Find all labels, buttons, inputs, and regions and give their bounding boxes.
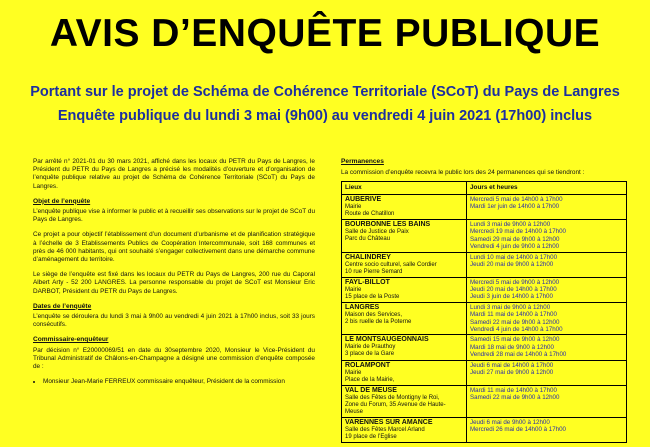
table-row — [342, 417, 627, 442]
schedule-slot: Mardi 11 mai de 14h00 à 17h00 — [470, 386, 557, 394]
place-address-line: Salle des Fêtes de Montigny le Roi, — [345, 394, 440, 401]
place-cell — [342, 360, 467, 385]
place-cell — [342, 195, 467, 220]
place-name: ROLAMPONT — [345, 361, 391, 369]
permanences-intro: La commission d’enquête recevra le public lors des 24 permanences qui se tiendront : — [341, 169, 585, 176]
schedule-slot: Mercredi 19 mai de 14h00 à 17h00 — [470, 228, 566, 236]
commissaire-paragraph: Par décision n° E20000069/51 en date du 30septembre 2020, Monsieur le Vice-Président du Tribunal Administratif de Châlons-en-Champagne a désigné une commission d’enquête composée de : — [33, 346, 315, 371]
right-column — [341, 158, 627, 443]
schedule-slot: Jeudi 6 mai de 14h00 à 17h00 — [470, 361, 554, 369]
column-header-jours: Jours et heures — [467, 182, 627, 195]
table-row — [342, 195, 627, 220]
place-address-line: Parc du Château — [345, 236, 391, 242]
place-cell — [342, 220, 467, 253]
place-address-line: Salle de Justice de Paix — [345, 229, 409, 235]
place-cell — [342, 335, 467, 360]
schedule-slot: Vendredi 4 juin de 14h00 à 17h00 — [470, 326, 563, 334]
place-address-line: Route de Chatillon — [345, 211, 395, 217]
schedule-cell — [467, 252, 627, 277]
permanences-table-body — [342, 195, 627, 443]
place-cell — [342, 417, 467, 442]
schedule-slot: Lundi 3 mai de 9h00 à 12h00 — [470, 303, 551, 311]
schedule-slot: Mardi 18 mai de 9h00 à 12h00 — [470, 343, 554, 351]
notice-subtitle-project: Portant sur le projet de Schéma de Cohérence Territoriale (SCoT) du Pays de Langres — [30, 84, 620, 100]
schedule-cell — [467, 417, 627, 442]
schedule-cell — [467, 335, 627, 360]
place-name: VAL DE MEUSE — [345, 386, 397, 394]
schedule-slot: Mercredi 5 mai de 14h00 à 17h00 — [470, 196, 563, 203]
schedule-cell — [467, 220, 627, 253]
notice-title: AVIS D’ENQUÊTE PUBLIQUE — [49, 12, 601, 55]
schedule-slot: Vendredi 4 juin de 9h00 à 12h00 — [470, 243, 560, 251]
objet-heading: Objet de l’enquête — [33, 197, 91, 205]
schedule-cell — [467, 385, 627, 417]
table-row — [342, 360, 627, 385]
schedule-slot: Mardi 1er juin de 14h00 à 17h00 — [470, 203, 560, 211]
place-name: LANGRES — [345, 303, 380, 311]
permanences-heading: Permanences — [341, 158, 384, 165]
schedule-slot: Mercredi 26 mai de 14h00 à 17h00 — [470, 426, 566, 434]
table-row — [342, 220, 627, 253]
table-row — [342, 302, 627, 335]
place-address-line: Maison des Services, — [345, 311, 403, 318]
permanences-table — [341, 181, 627, 443]
objet-paragraph: L’enquête publique vise à informer le public et à recueillir ses observations sur le projet de SCoT du Pays de Langres. — [33, 208, 315, 224]
schedule-slot: Samedi 29 mai de 9h00 à 12h00 — [470, 235, 560, 243]
column-header-lieux: Lieux — [342, 182, 467, 195]
schedule-slot: Mardi 11 mai de 14h00 à 17h00 — [470, 311, 557, 319]
table-row — [342, 385, 627, 417]
schedule-cell — [467, 302, 627, 335]
schedule-cell — [467, 277, 627, 302]
schedule-slot: Lundi 10 mai de 14h00 à 17h00 — [470, 253, 558, 261]
notice-subtitle-dates: Enquête publique du lundi 3 mai (9h00) au vendredi 4 juin 2021 (17h00) inclus — [57, 108, 593, 124]
schedule-slot: Samedi 22 mai de 9h00 à 12h00 — [470, 318, 560, 326]
intro-paragraph: Par arrêté n° 2021-01 du 30 mars 2021, affiché dans les locaux du PETR du Pays de Langres, le Président du PETR du Pays de Langres a précisé les modalités d’ouverture et d’organisation de l’enquête publique relative au projet de Schéma de Cohérence Territoriale (SCoT) du Pays de Langres. — [33, 158, 315, 190]
schedule-cell — [467, 195, 627, 220]
schedule-slot: Mercredi 5 mai de 9h00 à 12h00 — [470, 278, 560, 286]
siege-paragraph: Le siège de l’enquête est fixé dans les locaux du PETR du Pays de Langres, 200 rue du Caporal Albert Arty - 52 200 LANGRES. La personne responsable du projet de SCoT est Monsieur Eric DARBOT, Président du PETR du Pays de Langres. — [33, 271, 315, 295]
place-address-line: 2 bis ruelle de la Poterne — [345, 318, 412, 325]
place-address-line: Place de la Mairie, — [345, 376, 395, 383]
place-address-line: Salle des Fêtes Marcel Arland — [345, 426, 425, 433]
place-address-line: 3 place de la Gare — [345, 351, 395, 358]
place-address-line: Mairie — [345, 369, 362, 376]
schedule-slot: Samedi 15 mai de 9h00 à 12h00 — [470, 336, 560, 344]
schedule-slot: Jeudi 20 mai de 14h00 à 17h00 — [470, 286, 557, 294]
schedule-slot: Vendredi 28 mai de 14h00 à 17h00 — [470, 351, 567, 359]
commissaire-list — [33, 378, 315, 386]
place-name: FAYL-BILLOT — [345, 278, 390, 286]
place-address-line: Mairie — [345, 204, 362, 210]
dates-paragraph: L’enquête se déroulera du lundi 3 mai à 9h00 au vendredi 4 juin 2021 à 17h00 inclus, soit 33 jours consécutifs. — [33, 313, 315, 329]
place-address-line: 10 rue Pierre Semard — [345, 268, 403, 275]
schedule-slot: Jeudi 3 juin de 14h00 à 17h00 — [470, 293, 553, 301]
place-cell — [342, 385, 467, 417]
table-row — [342, 277, 627, 302]
table-row — [342, 335, 627, 360]
projet-paragraph: Ce projet a pour objectif l’établissement d’un document d’urbanisme et de planification stratégique à l’échelle de 3 Etablissements Publics de Coopération Intercommunale, soit 168 communes et près de 46 000 habitants, qui ont souhaité s’engager collectivement dans une démarche commune d’aménagement du territoire. — [33, 231, 315, 264]
place-name: AUBERIVE — [345, 196, 382, 203]
place-address-line: Mairie — [345, 286, 362, 293]
place-cell — [342, 302, 467, 335]
schedule-cell — [467, 360, 627, 385]
dates-heading: Dates de l’enquête — [33, 302, 92, 310]
schedule-slot: Jeudi 20 mai de 9h00 à 12h00 — [470, 261, 554, 269]
place-address-line: 19 place de l’Eglise — [345, 433, 397, 440]
table-header-row — [342, 182, 627, 195]
commissaire-list-item: • Monsieur Jean-Marie FERREUX commissaire enquêteur, Président de la commission — [43, 378, 315, 386]
schedule-slot: Jeudi 27 mai de 9h00 à 12h00 — [470, 369, 554, 377]
place-name: BOURBONNE LES BAINS — [345, 221, 431, 228]
left-column — [33, 158, 315, 386]
schedule-slot: Jeudi 6 mai de 9h00 à 12h00 — [470, 418, 550, 426]
schedule-slot: Samedi 22 mai de 9h00 à 12h00 — [470, 394, 560, 402]
place-address-line: Zone du Forum, 35 Avenue de Haute-Meuse — [345, 401, 446, 415]
commissaire-heading: Commissaire-enquêteur — [33, 336, 109, 344]
place-address-line: Mairie de Prauthoy — [345, 344, 396, 351]
place-address-line: 15 place de la Poste — [345, 293, 400, 300]
table-row — [342, 252, 627, 277]
place-cell — [342, 277, 467, 302]
place-name: LE MONTSAUGEONNAIS — [345, 336, 429, 344]
place-name: CHALINDREY — [345, 253, 391, 261]
schedule-slot: Lundi 3 mai de 9h00 à 12h00 — [470, 221, 551, 228]
place-address-line: Centre socio culturel, salle Cordier — [345, 261, 437, 268]
place-cell — [342, 252, 467, 277]
place-name: VARENNES SUR AMANCE — [345, 418, 433, 426]
